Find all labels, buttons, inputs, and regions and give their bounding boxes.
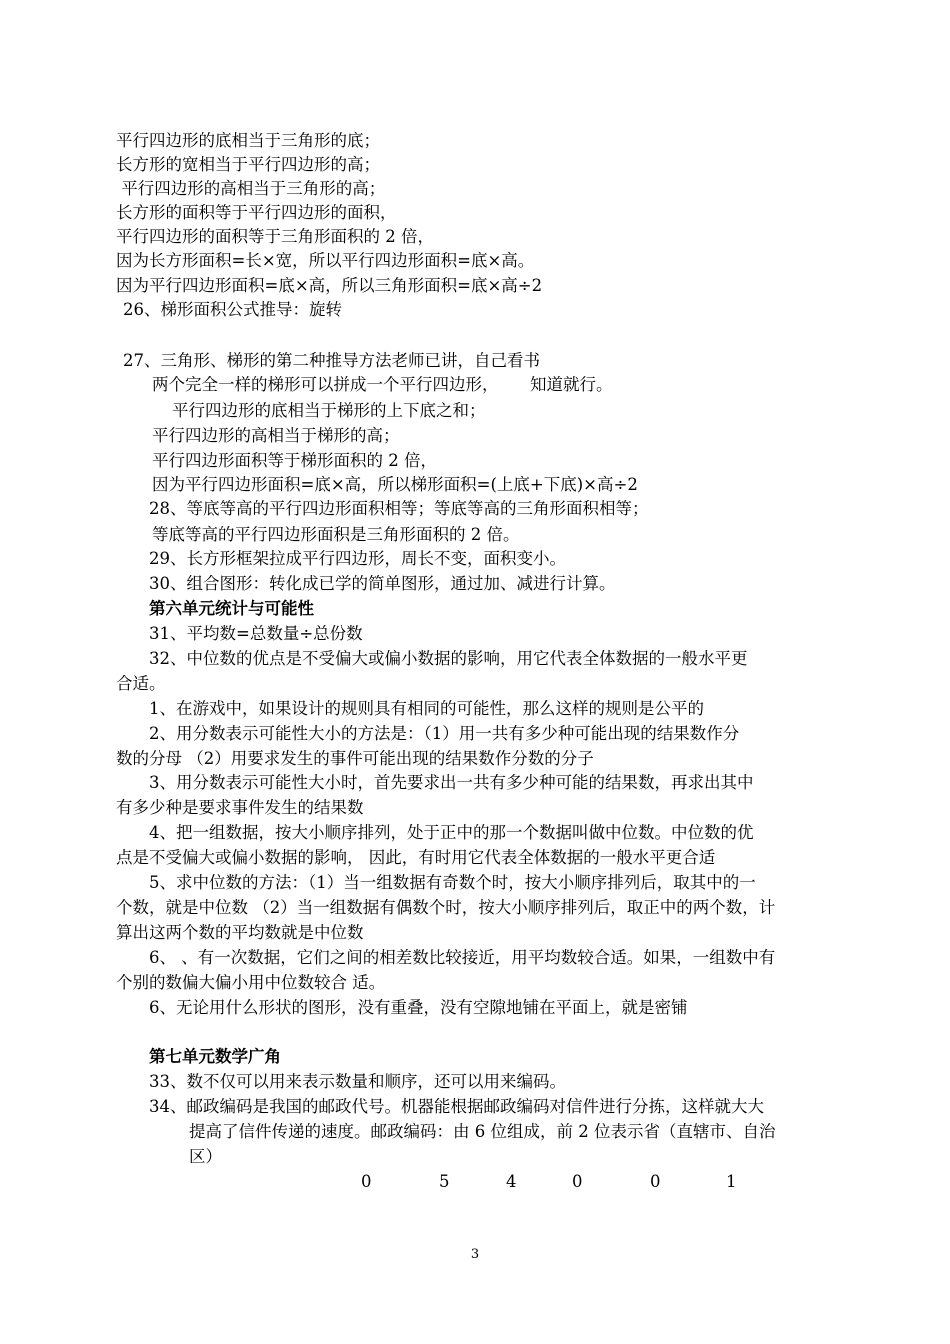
text-line: 平行四边形的面积等于三角形面积的 2 倍， bbox=[116, 227, 434, 246]
section-heading: 第六单元统计与可能性 bbox=[149, 599, 314, 618]
text-line: 34、邮政编码是我国的邮政代号。机器能根据邮政编码对信件进行分拣，这样就大大 bbox=[149, 1097, 764, 1116]
postcode-digit: 0 bbox=[650, 1172, 661, 1191]
text-line: 5、求中位数的方法：（1）当一组数据有奇数个时，按大小顺序排列后，取其中的一 bbox=[149, 873, 756, 892]
text-line: 27、三角形、梯形的第二种推导方法老师已讲，自己看书 bbox=[123, 351, 540, 370]
text-line: 个数，就是中位数 （2）当一组数据有偶数个时，按大小顺序排列后，取正中的两个数，计 bbox=[116, 898, 776, 917]
text-line: 32、中位数的优点是不受偏大或偏小数据的影响，用它代表全体数据的一般水平更 bbox=[149, 649, 748, 668]
text-line: 合适。 bbox=[116, 674, 166, 693]
text-line: 6、无论用什么形状的图形，没有重叠，没有空隙地铺在平面上，就是密铺 bbox=[149, 998, 688, 1017]
text-line: 因为平行四边形面积=底×高，所以三角形面积=底×高÷2 bbox=[116, 276, 543, 295]
text-line: 点是不受偏大或偏小数据的影响， 因此，有时用它代表全体数据的一般水平更合适 bbox=[116, 848, 716, 867]
text-line: 个别的数偏大偏小用中位数较合 适。 bbox=[116, 973, 386, 992]
text-line: 4、把一组数据，按大小顺序排列，处于正中的那一个数据叫做中位数。中位数的优 bbox=[149, 823, 754, 842]
text-line: 平行四边形的底相当于梯形的上下底之和； bbox=[172, 401, 486, 420]
text-line: 30、组合图形：转化成已学的简单图形，通过加、减进行计算。 bbox=[149, 574, 616, 593]
text-line: 平行四边形面积等于梯形面积的 2 倍， bbox=[152, 451, 437, 470]
text-line: 提高了信件传递的速度。邮政编码：由 6 位组成，前 2 位表示省（直辖市、自治 bbox=[189, 1122, 776, 1141]
text-line: 1、在游戏中，如果设计的规则具有相同的可能性，那么这样的规则是公平的 bbox=[149, 699, 704, 718]
postcode-digit: 4 bbox=[506, 1172, 517, 1191]
text-line: 6、 、有一次数据，它们之间的相差数比较接近，用平均数较合适。如果，一组数中有 bbox=[149, 948, 776, 967]
section-heading: 第七单元数学广角 bbox=[149, 1047, 281, 1066]
text-line: 29、长方形框架拉成平行四边形，周长不变，面积变小。 bbox=[149, 549, 566, 568]
text-line: 33、数不仅可以用来表示数量和顺序，还可以用来编码。 bbox=[149, 1072, 566, 1091]
text-line: 平行四边形的高相当于三角形的高； bbox=[116, 179, 386, 198]
text-line: 区） bbox=[189, 1147, 222, 1166]
page-number: 3 bbox=[470, 1247, 480, 1262]
text-line: 31、平均数=总数量÷总份数 bbox=[149, 624, 363, 643]
text-line: 因为长方形面积=长×宽，所以平行四边形面积=底×高。 bbox=[116, 251, 535, 270]
text-line: 有多少种是要求事件发生的结果数 bbox=[116, 798, 364, 817]
postcode-example bbox=[0, 1172, 950, 1194]
text-line: 两个完全一样的梯形可以拼成一个平行四边形， 知道就行。 bbox=[152, 375, 613, 394]
postcode-digit: 0 bbox=[361, 1172, 372, 1191]
postcode-digit: 1 bbox=[726, 1172, 737, 1191]
text-line: 3、用分数表示可能性大小时，首先要求出一共有多少种可能的结果数，再求出其中 bbox=[149, 773, 754, 792]
text-line: 长方形的面积等于平行四边形的面积， bbox=[116, 203, 397, 222]
text-line: 因为平行四边形面积=底×高，所以梯形面积=(上底+下底)×高÷2 bbox=[152, 475, 638, 494]
text-line: 28、等底等高的平行四边形面积相等；等底等高的三角形面积相等； bbox=[149, 499, 649, 518]
text-line: 算出这两个数的平均数就是中位数 bbox=[116, 923, 364, 942]
text-line: 2、用分数表示可能性大小的方法是：（1）用一共有多少种可能出现的结果数作分 bbox=[149, 724, 740, 743]
text-line: 平行四边形的底相当于三角形的底； bbox=[116, 131, 380, 150]
text-line: 长方形的宽相当于平行四边形的高； bbox=[116, 155, 380, 174]
postcode-digit: 5 bbox=[439, 1172, 450, 1191]
text-line: 数的分母 （2）用要求发生的事件可能出现的结果数作分数的分子 bbox=[116, 749, 594, 768]
text-line: 平行四边形的高相当于梯形的高； bbox=[152, 426, 400, 445]
text-line: 26、梯形面积公式推导：旋转 bbox=[123, 300, 342, 319]
postcode-digit: 0 bbox=[572, 1172, 583, 1191]
text-line: 等底等高的平行四边形面积是三角形面积的 2 倍。 bbox=[152, 525, 520, 544]
